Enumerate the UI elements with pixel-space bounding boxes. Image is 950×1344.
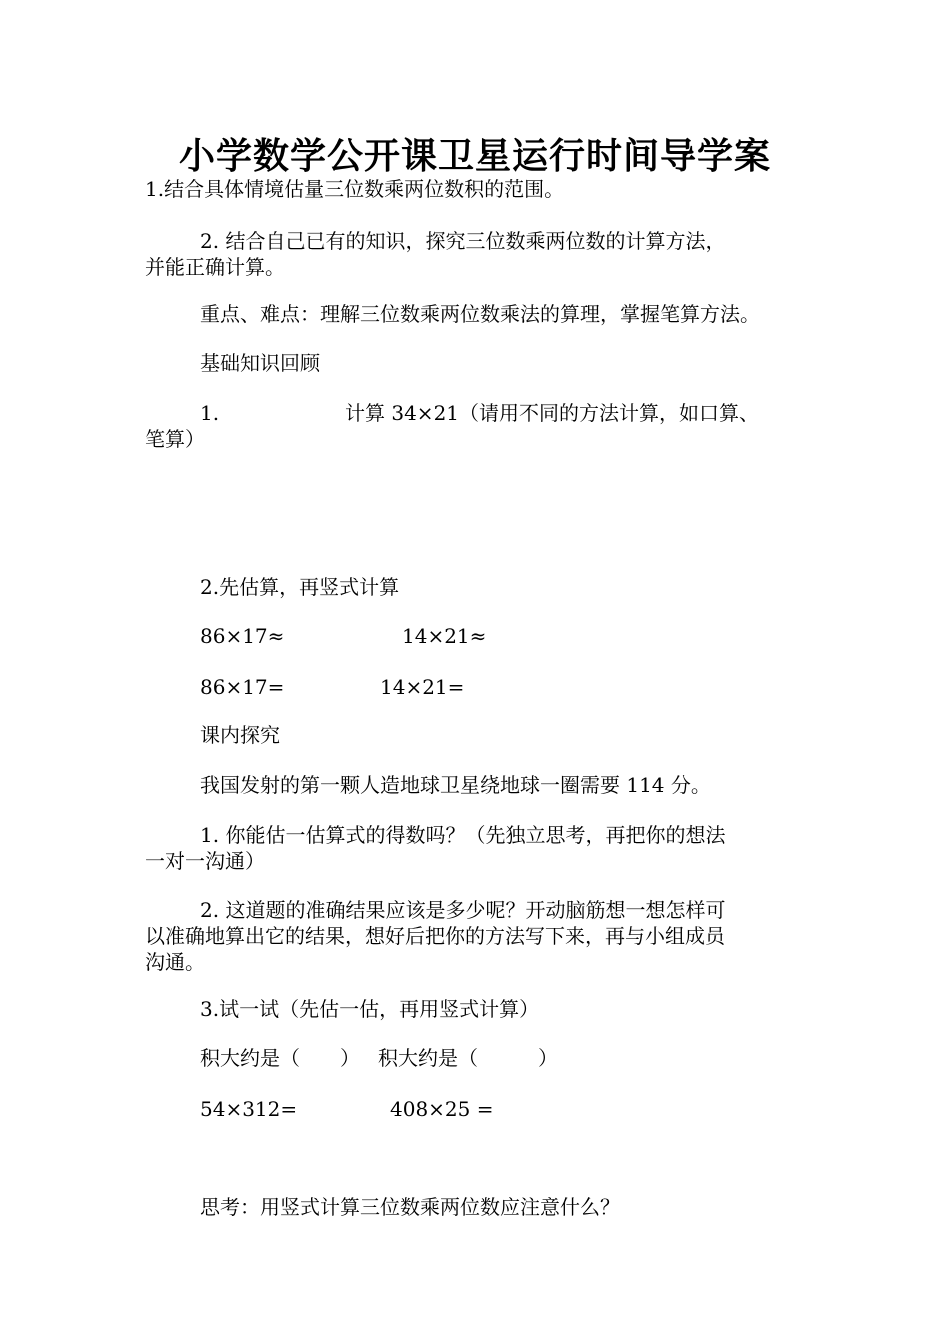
explore-question-2-line-2: 以准确地算出它的结果，想好后把你的方法写下来，再与小组成员 — [145, 924, 725, 948]
explore-question-1-line-2: 一对一沟通） — [145, 849, 265, 873]
try-it: 3.试一试（先估一估，再用竖式计算） — [200, 997, 540, 1021]
review-question-1-text: 计算 34×21（请用不同的方法计算，如口算、 — [345, 401, 760, 425]
review-question-2: 2.先估算，再竖式计算 — [200, 575, 400, 599]
review-heading: 基础知识回顾 — [200, 351, 320, 375]
key-points: 重点、难点：理解三位数乘两位数乘法的算理，掌握笔算方法。 — [200, 302, 760, 326]
estimate-b: 14×21≈ — [402, 624, 487, 648]
goal-1: 1.结合具体情境估量三位数乘两位数积的范围。 — [145, 177, 565, 201]
calc-b: 408×25 = — [390, 1097, 494, 1121]
exact-b: 14×21= — [380, 675, 465, 699]
explore-heading: 课内探究 — [200, 723, 280, 747]
review-question-1-number: 1. — [200, 401, 220, 425]
satellite-statement: 我国发射的第一颗人造地球卫星绕地球一圈需要 114 分。 — [200, 773, 711, 797]
explore-question-2-line-1: 2. 这道题的准确结果应该是多少呢？开动脑筋想一想怎样可 — [200, 898, 726, 922]
explore-question-2-line-3: 沟通。 — [145, 950, 205, 974]
think-question: 思考：用竖式计算三位数乘两位数应注意什么？ — [200, 1195, 620, 1219]
estimate-a: 86×17≈ — [200, 624, 285, 648]
goal-2-line-2: 并能正确计算。 — [145, 255, 285, 279]
page-title: 小学数学公开课卫星运行时间导学案 — [178, 135, 771, 177]
approx-a: 积大约是（ ） — [200, 1046, 360, 1070]
review-question-1-cont: 笔算） — [145, 427, 205, 451]
calc-a: 54×312= — [200, 1097, 298, 1121]
explore-question-1-line-1: 1. 你能估一估算式的得数吗？（先独立思考，再把你的想法 — [200, 823, 726, 847]
goal-2-line-1: 2. 结合自己已有的知识，探究三位数乘两位数的计算方法， — [200, 229, 726, 253]
approx-b: 积大约是（ ） — [378, 1046, 558, 1070]
exact-a: 86×17= — [200, 675, 285, 699]
